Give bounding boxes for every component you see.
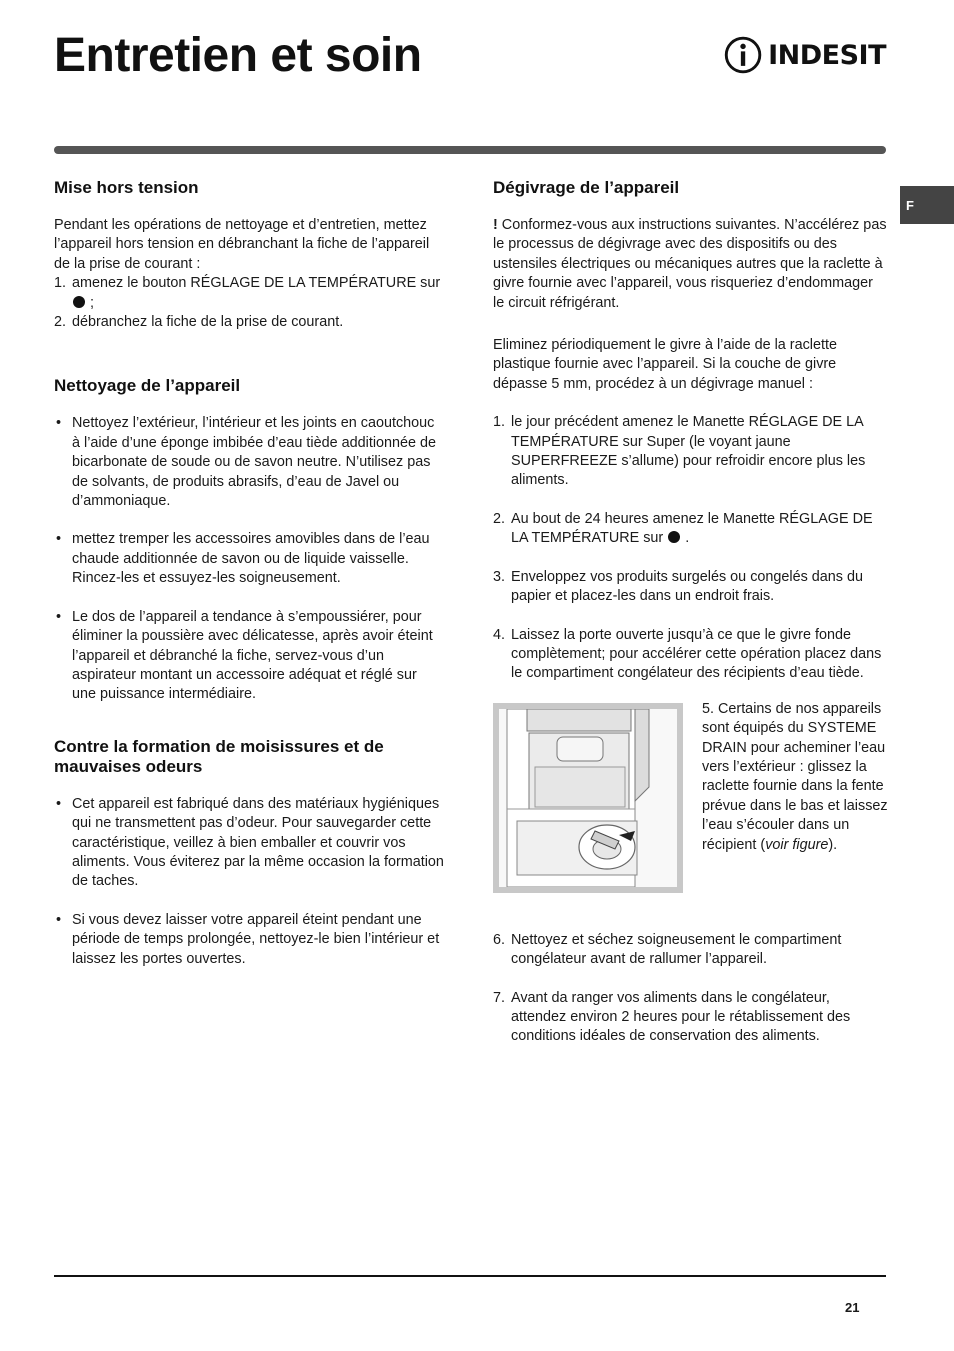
- language-tab-label: F: [906, 197, 914, 213]
- drain-illustration: [499, 709, 677, 887]
- right-column: [493, 178, 888, 1066]
- warning-icon: !: [493, 217, 498, 233]
- step-item: 6. Nettoyez et séchez soigneusement le compartiment congélateur avant de rallumer l’appareil.: [493, 931, 842, 968]
- step-5-text: 5. Certains de nos appareils sont équipés du SYSTEME DRAIN pour acheminer l’eau vers l’extérieur : glissez la raclette fournie dans la fente prévue dans le bas et laissez l’eau s’écouler dans un récipient (voir figure).: [702, 700, 888, 853]
- section-heading: Dégivrage de l’appareil: [493, 178, 680, 197]
- bullet-item: • mettez tremper les accessoires amovibles dans de l’eau chaude additionnée de savon ou de liquide vaisselle. Rincez-les et essuyez-les soigneusement.: [54, 530, 444, 588]
- bullet-item: • Le dos de l’appareil a tendance à s’empoussiérer, pour éliminer la poussière avec délicatesse, après avoir éteint l’appareil et débranché la fiche, servez-vous d’un aspirateur montant un accessoire adéquat et réglé sur une puissance intermédiaire.: [54, 608, 444, 705]
- dot-symbol-icon: [73, 296, 85, 308]
- brand-name: INDESIT: [768, 39, 886, 71]
- step-item: 2. Au bout de 24 heures amenez le Manette RÉGLAGE DE LA TEMPÉRATURE sur .: [493, 510, 873, 547]
- warning-paragraph: ! Conformez-vous aux instructions suivantes. N’accélérez pas le processus de dégivrage avec des dispositifs ou des ustensiles électriques ou mécaniques autres que la raclette à givre fournie avec l’appareil, vous risqueriez d’endommager le circuit réfrigérant.: [493, 217, 887, 311]
- step-item: 4. Laissez la porte ouverte jusqu’à ce que le givre fonde complètement; pour accélérer cette opération placez dans le compartiment congélateur des récipients d’eau tiède.: [493, 626, 882, 682]
- language-tab: [900, 186, 954, 224]
- bullet-item: • Si vous devez laisser votre appareil éteint pendant une période de temps prolongée, nettoyez-le bien l’intérieur et laissez les portes ouvertes.: [54, 911, 444, 969]
- brand-logo: [724, 32, 886, 78]
- list-item: 2. débranchez la fiche de la prise de courant.: [54, 314, 344, 331]
- section-heading: Contre la formation de moisissures et de mauvaises odeurs: [54, 736, 384, 776]
- bullet-item: • Cet appareil est fabriqué dans des matériaux hygiéniques qui ne transmettent pas d’odeur. Pour sauvegarder cette caractéristique, veillez à bien emballer et couvrir vos aliments. Vous éviterez par la même occasion la formation de taches.: [54, 795, 444, 892]
- drain-figure-block: [493, 700, 888, 893]
- page-number: 21: [845, 1300, 860, 1315]
- footer-divider: [54, 1275, 886, 1277]
- section-heading: Mise hors tension: [54, 178, 199, 197]
- list-item: 1. amenez le bouton RÉGLAGE DE LA TEMPÉRATURE sur ;: [54, 275, 441, 311]
- header-divider: [54, 146, 886, 154]
- info-icon: [724, 34, 762, 76]
- section-power-off: [54, 178, 444, 332]
- paragraph: Eliminez périodiquement le givre à l’aide de la raclette plastique fournie avec l’appareil. Si la couche de givre dépasse 5 mm, procédez à un dégivrage manuel :: [493, 337, 837, 392]
- left-column: [54, 178, 444, 1001]
- page-title: Entretien et soin: [54, 29, 422, 82]
- step-item: 7. Avant da ranger vos aliments dans le congélateur, attendez environ 2 heures pour le rétablissement des conditions idéales de conservation des aliments.: [493, 989, 851, 1045]
- paragraph: Pendant les opérations de nettoyage et d’entretien, mettez l’appareil hors tension en débranchant la fiche de l’appareil de la prise de courant :: [54, 217, 430, 272]
- step-item: 1. le jour précédent amenez le Manette RÉGLAGE DE LA TEMPÉRATURE sur Super (le voyant jaune SUPERFREEZE s’allume) pour refroidir encore plus les aliments.: [493, 414, 866, 489]
- bullet-item: • Nettoyez l’extérieur, l’intérieur et les joints en caoutchouc à l’aide d’une éponge imbibée d’eau tiède additionnée de bicarbonate de soude ou de savon neutre. N’utilisez pas de solvants, de produits abrasifs, d’eau de Javel ou d’ammoniaque.: [54, 414, 444, 511]
- drain-figure: [493, 703, 683, 893]
- section-mold: [54, 737, 444, 969]
- section-heading: Nettoyage de l’appareil: [54, 376, 241, 396]
- section-cleaning: [54, 376, 444, 704]
- dot-symbol-icon: [668, 531, 680, 543]
- step-item: 3. Enveloppez vos produits surgelés ou congelés dans du papier et placez-les dans un endroit frais.: [493, 568, 864, 605]
